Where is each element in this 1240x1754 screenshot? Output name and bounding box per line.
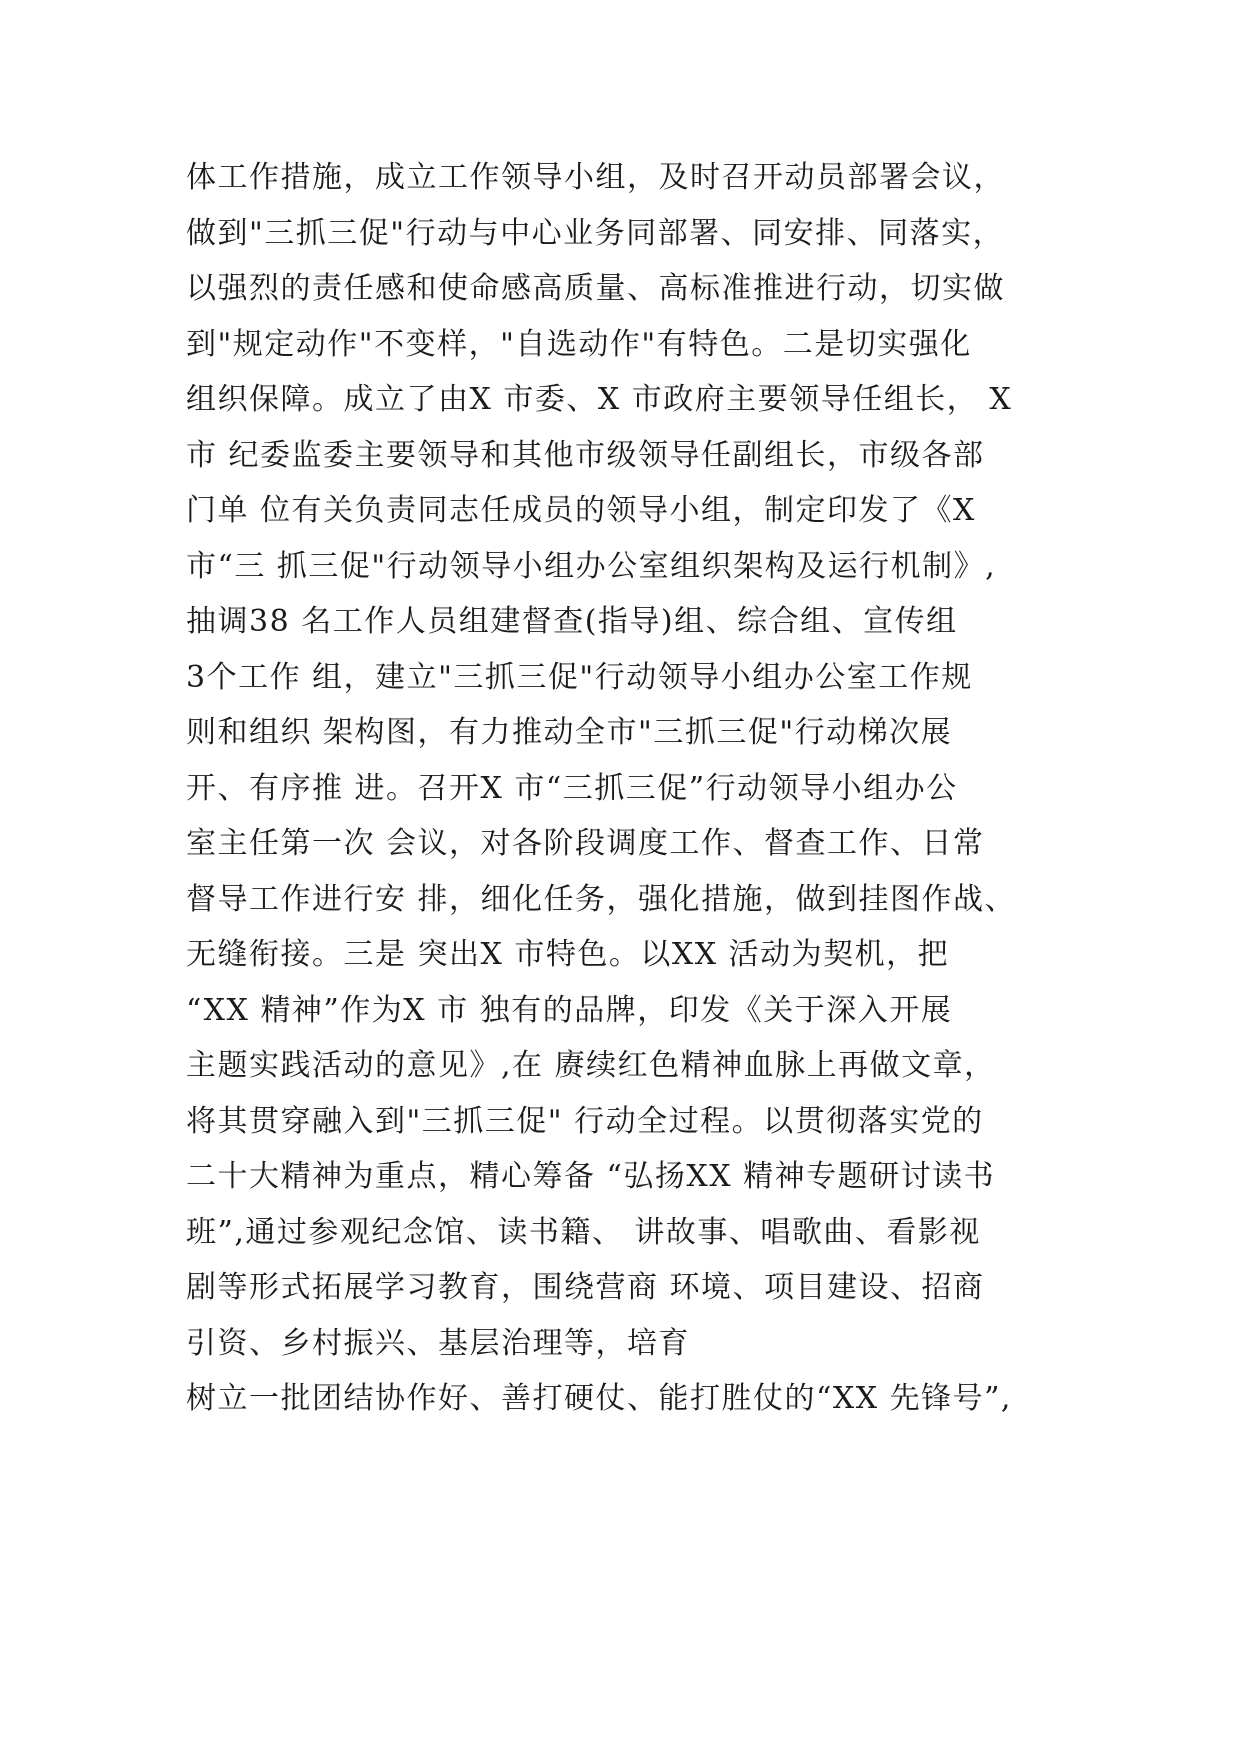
text-line: 引资、乡村振兴、基层治理等，培育 xyxy=(186,1325,690,1361)
text-line: 以强烈的责任感和使命感高质量、高标准推进行动，切实做 xyxy=(186,271,1005,306)
text-line: 市“三 抓三促"行动领导小组办公室组织架构及运行机制》, xyxy=(186,548,997,584)
text-line: “XX 精神”作为X 市 独有的品牌，印发《关于深入开展 xyxy=(186,992,953,1028)
text-line: 剧等形式拓展学习教育，围绕营商 环境、项目建设、招商 xyxy=(186,1270,985,1305)
text-line: 班”,通过参观纪念馆、读书籍、 讲故事、唱歌曲、看影视 xyxy=(186,1214,981,1250)
text-line: 市 纪委监委主要领导和其他市级领导任副组长，市级各部 xyxy=(186,437,985,473)
text-line: 组织保障。成立了由X 市委、X 市政府主要领导任组长， X xyxy=(186,382,1013,417)
text-line: 督导工作进行安 排，细化任务，强化措施，做到挂图作战、 xyxy=(186,881,1017,917)
text-line: 体工作措施，成立工作领导小组，及时召开动员部署会议， xyxy=(186,160,1005,195)
text-line: 3个工作 组，建立"三抓三促"行动领导小组办公室工作规 xyxy=(186,659,973,695)
text-line: 做到"三抓三促"行动与中心业务同部署、同安排、同落实， xyxy=(186,215,1005,251)
body-text xyxy=(186,150,1086,1427)
text-line: 抽调38 名工作人员组建督查(指导)组、综合组、宣传组 xyxy=(186,604,958,639)
text-line: 开、有序推 进。召开X 市“三抓三促”行动领导小组办公 xyxy=(186,770,958,806)
text-line: 室主任第一次 会议，对各阶段调度工作、督查工作、日常 xyxy=(186,826,985,861)
text-line: 到"规定动作"不变样，"自选动作"有特色。二是切实强化 xyxy=(186,326,972,362)
text-line: 门单 位有关负责同志任成员的领导小组，制定印发了《X xyxy=(186,493,976,528)
text-line: 将其贯穿融入到"三抓三促" 行动全过程。以贯彻落实党的 xyxy=(186,1103,984,1139)
text-line: 主题实践活动的意见》,在 赓续红色精神血脉上再做文章， xyxy=(186,1048,996,1083)
text-line: 则和组织 架构图，有力推动全市"三抓三促"行动梯次展 xyxy=(186,715,953,750)
text-line: 二十大精神为重点，精心筹备 “弘扬XX 精神专题研讨读书 xyxy=(186,1159,996,1194)
text-line: 树立一批团结协作好、善打硬仗、能打胜仗的“XX 先锋号”, xyxy=(186,1381,1012,1416)
text-line: 无缝衔接。三是 突出X 市特色。以XX 活动为契机，把 xyxy=(186,937,950,972)
